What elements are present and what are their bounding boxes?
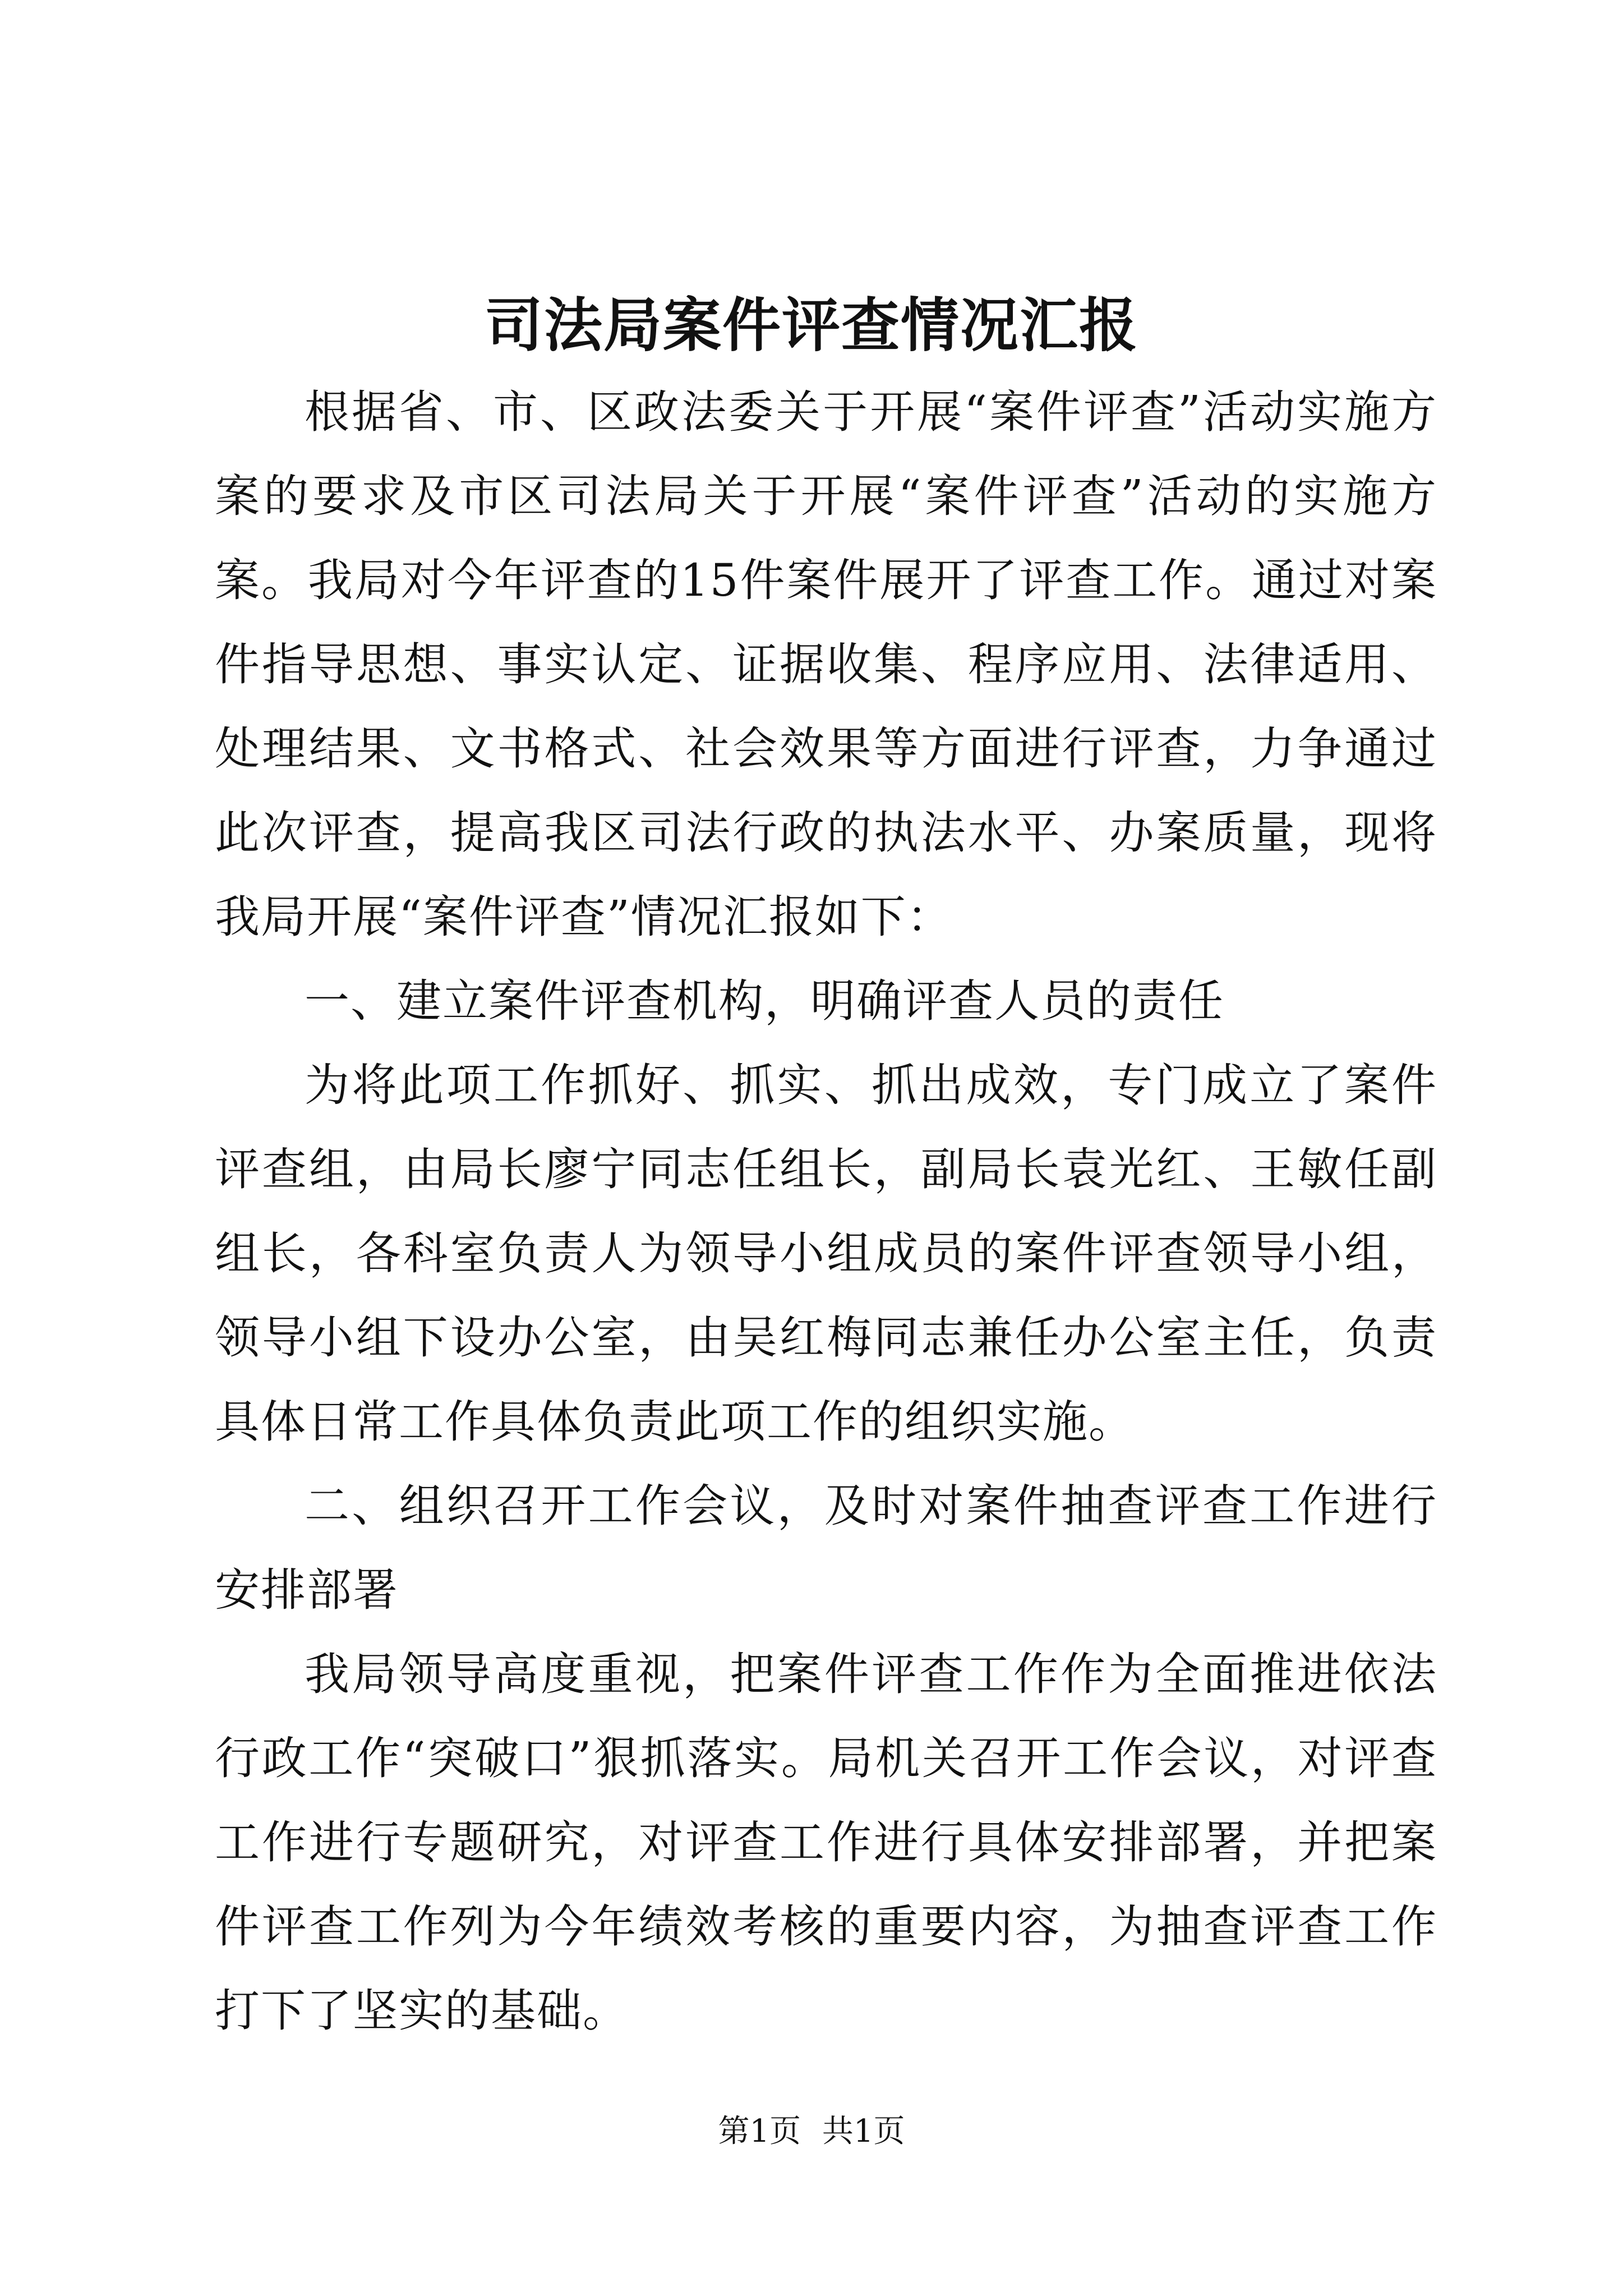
section-2-paragraph: 我局领导高度重视，把案件评查工作作为全面推进依法行政工作“突破口”狠抓落实。局机关召开工作会议，对评查工作进行专题研究，对评查工作进行具体安排部署，并把案件评查工作列为今年绩效考核的重要内容，为抽查评查工作打下了坚实的基础。 <box>215 1648 1437 2037</box>
document-body <box>215 370 1437 2053</box>
intro-paragraph: 根据省、市、区政法委关于开展“案件评查”活动实施方案的要求及市区司法局关于开展“案件评查”活动的实施方案。我局对今年评查的15件案件展开了评查工作。通过对案件指导思想、事实认定、证据收集、程序应用、法律适用、处理结果、文书格式、社会效果等方面进行评查，力争通过此次评查，提高我区司法行政的执法水平、办案质量，现将我局开展“案件评查”情况汇报如下： <box>215 386 1437 943</box>
document-title: 司法局案件评查情况汇报 <box>484 291 1138 360</box>
page-number-current: 第1页 <box>718 2113 801 2150</box>
page-number-total: 共1页 <box>822 2113 905 2150</box>
section-heading-2: 二、组织召开工作会议，及时对案件抽查评查工作进行安排部署 <box>215 1480 1437 1616</box>
section-heading-1: 一、建立案件评查机构，明确评查人员的责任 <box>305 975 1224 1027</box>
section-1-paragraph: 为将此项工作抓好、抓实、抓出成效，专门成立了案件评查组，由局长廖宁同志任组长，副局长袁光红、王敏任副组长，各科室负责人为领导小组成员的案件评查领导小组，领导小组下设办公室，由吴红梅同志兼任办公室主任，负责具体日常工作具体负责此项工作的组织实施。 <box>215 1059 1437 1448</box>
page-footer <box>0 2109 1623 2154</box>
